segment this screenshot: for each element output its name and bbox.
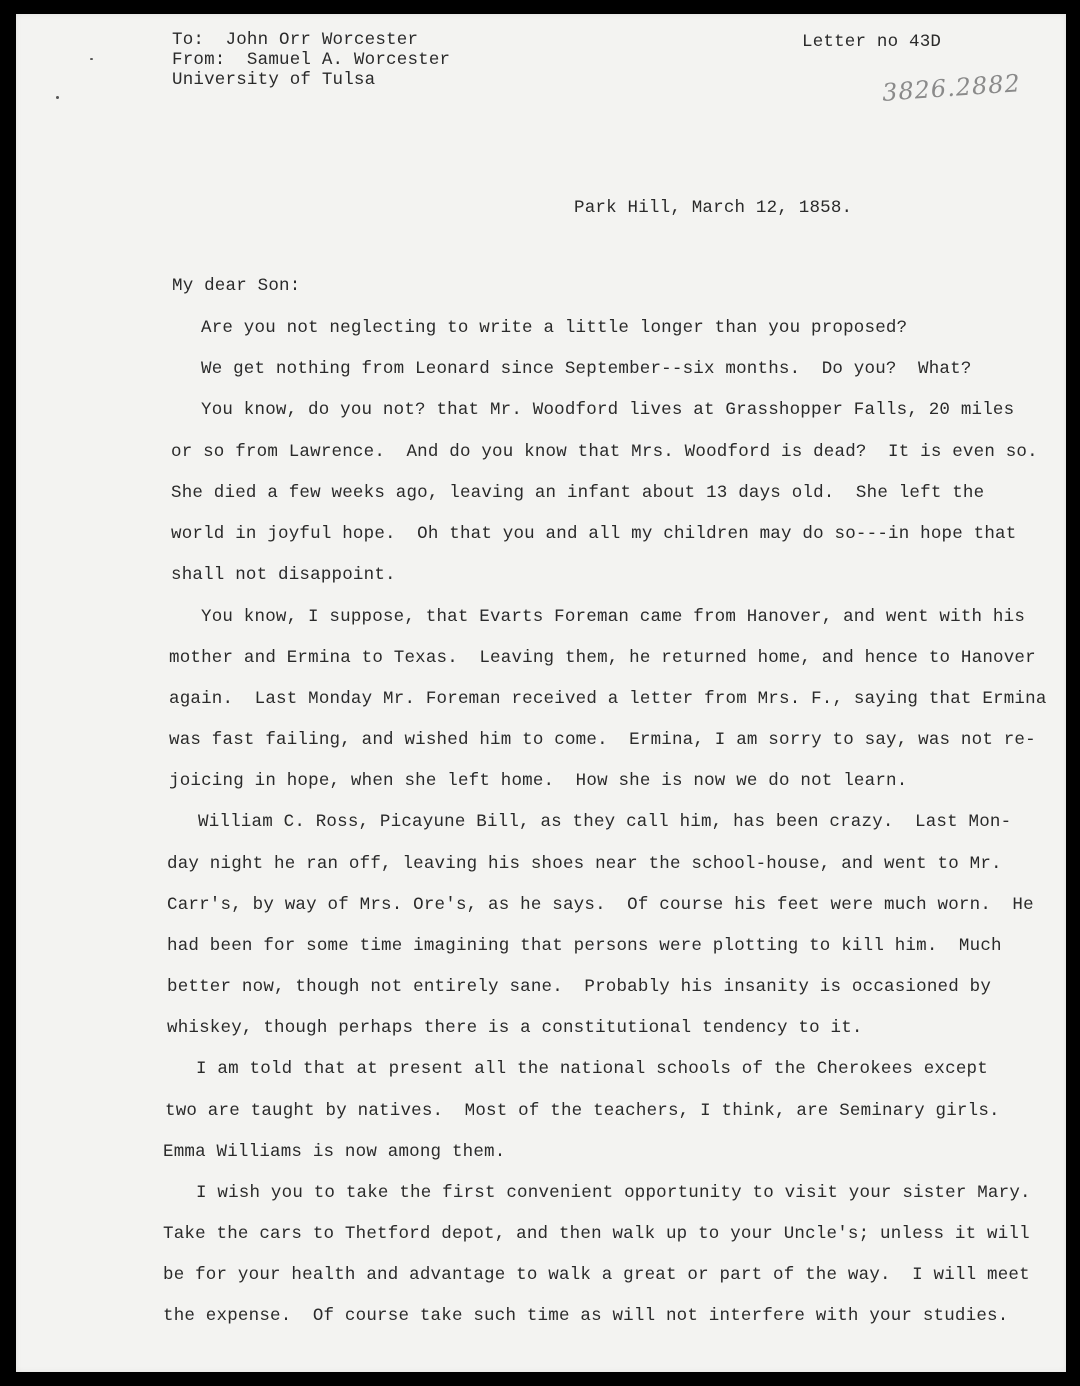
body-line: William C. Ross, Picayune Bill, as they call him, has been crazy. Last Mon- [198, 812, 1012, 832]
body-line: two are taught by natives. Most of the teachers, I think, are Seminary girls. [165, 1101, 1000, 1121]
header-to: To: John Orr Worcester [172, 30, 419, 50]
body-line: world in joyful hope. Oh that you and all my children may do so---in hope that [171, 524, 1017, 544]
body-line: or so from Lawrence. And do you know that Mrs. Woodford is dead? It is even so. [171, 442, 1038, 462]
letter-number: Letter no 43D [802, 32, 942, 52]
body-line: We get nothing from Leonard since September--six months. Do you? What? [201, 359, 972, 379]
body-line: You know, do you not? that Mr. Woodford lives at Grasshopper Falls, 20 miles [201, 400, 1015, 420]
body-line: day night he ran off, leaving his shoes near the school-house, and went to Mr. [167, 854, 1002, 874]
header-from: From: Samuel A. Worcester [172, 50, 451, 70]
body-line: whiskey, though perhaps there is a constitutional tendency to it. [167, 1018, 863, 1038]
body-line: I am told that at present all the national schools of the Cherokees except [196, 1059, 988, 1079]
body-line: joicing in hope, when she left home. How she is now we do not learn. [169, 771, 908, 791]
body-line: Take the cars to Thetford depot, and then walk up to your Uncle's; unless it will [163, 1224, 1030, 1244]
header-institution: University of Tulsa [172, 70, 376, 90]
body-line: be for your health and advantage to walk a great or part of the way. I will meet [163, 1265, 1030, 1285]
body-line: shall not disappoint. [171, 565, 396, 585]
body-line: You know, I suppose, that Evarts Foreman came from Hanover, and went with his [201, 607, 1026, 627]
body-line: Emma Williams is now among them. [163, 1142, 506, 1162]
body-line: mother and Ermina to Texas. Leaving them, he returned home, and hence to Hanover [169, 648, 1036, 668]
body-line: had been for some time imagining that persons were plotting to kill him. Much [167, 936, 1002, 956]
dateline: Park Hill, March 12, 1858. [574, 198, 853, 218]
body-line: the expense. Of course take such time as will not interfere with your studies. [163, 1306, 1009, 1326]
body-line: again. Last Monday Mr. Foreman received a letter from Mrs. F., saying that Ermina [169, 689, 1047, 709]
body-line: I wish you to take the first convenient opportunity to visit your sister Mary. [196, 1183, 1031, 1203]
body-line: Carr's, by way of Mrs. Ore's, as he says. Of course his feet were much worn. He [167, 895, 1034, 915]
salutation: My dear Son: [172, 276, 301, 296]
handwritten-catalog-number: 3826.2882 [881, 69, 1022, 107]
body-line: was fast failing, and wished him to come. Ermina, I am sorry to say, was not re- [169, 730, 1036, 750]
letter-header [172, 30, 450, 90]
body-line: She died a few weeks ago, leaving an infant about 13 days old. She left the [171, 483, 985, 503]
body-line: better now, though not entirely sane. Probably his insanity is occasioned by [167, 977, 992, 997]
body-line: Are you not neglecting to write a little longer than you proposed? [201, 318, 908, 338]
letter-page [16, 14, 1066, 1372]
paper-speck [90, 58, 93, 60]
